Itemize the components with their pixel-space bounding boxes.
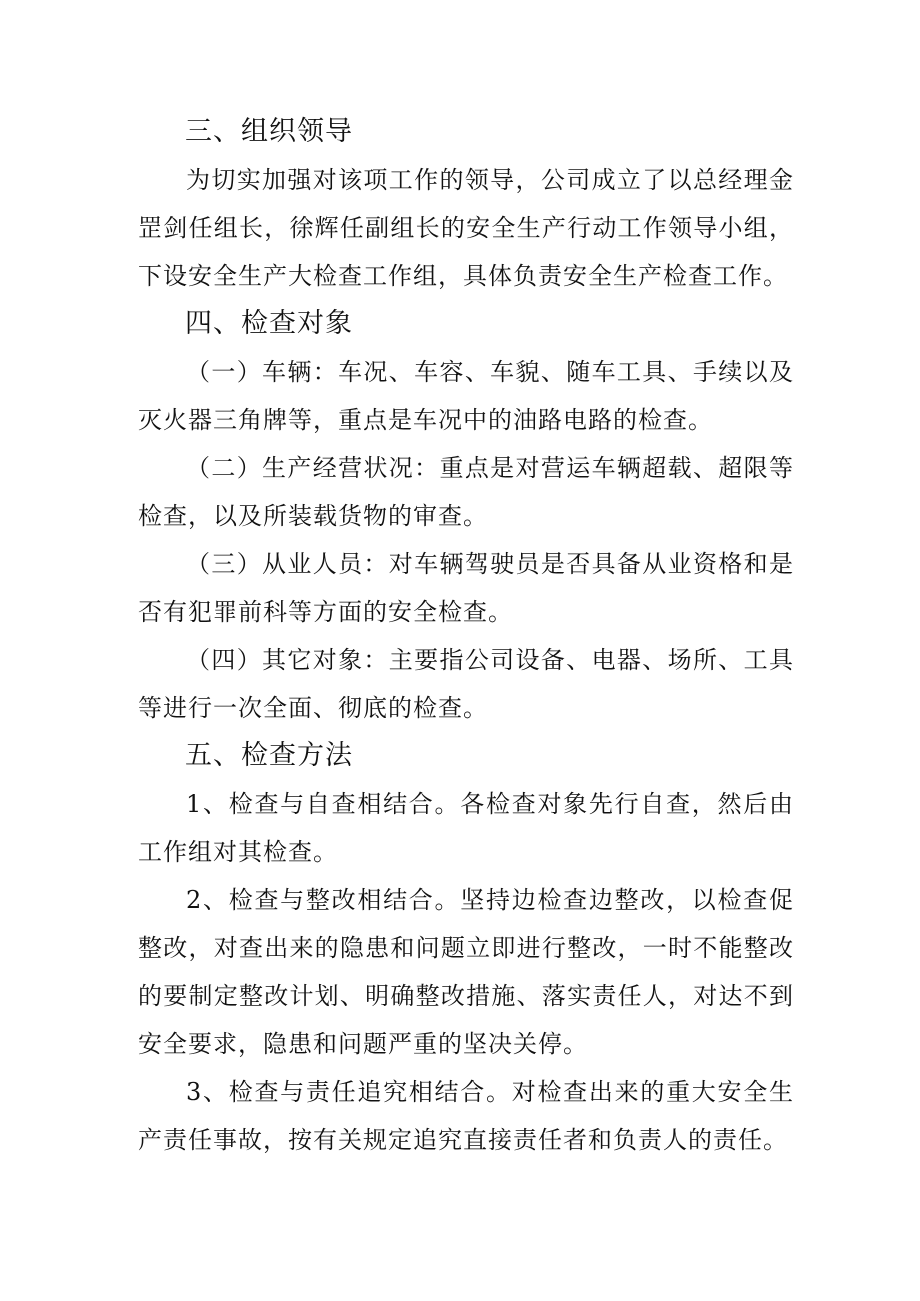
paragraph-target-personnel: （三）从业人员：对车辆驾驶员是否具备从业资格和是否有犯罪前科等方面的安全检查。 bbox=[138, 550, 794, 626]
paragraph-method-accountability: 3、检查与责任追究相结合。对检查出来的重大安全生产责任事故，按有关规定追究直接责任者和负责人的责任。 bbox=[138, 1078, 794, 1154]
section-heading-inspection-targets: 四、检查对象 bbox=[185, 308, 353, 339]
paragraph-target-operations: （二）生产经营状况：重点是对营运车辆超载、超限等检查，以及所装载货物的审查。 bbox=[138, 454, 794, 530]
section-heading-organization: 三、组织领导 bbox=[185, 116, 353, 147]
paragraph-target-other: （四）其它对象：主要指公司设备、电器、场所、工具等进行一次全面、彻底的检查。 bbox=[138, 646, 794, 722]
paragraph-target-vehicles: （一）车辆：车况、车容、车貌、随车工具、手续以及灭火器三角牌等，重点是车况中的油路电路的检查。 bbox=[138, 358, 794, 434]
document-content bbox=[138, 108, 794, 1164]
paragraph-method-rectification: 2、检查与整改相结合。坚持边检查边整改，以检查促整改，对查出来的隐患和问题立即进行整改，一时不能整改的要制定整改计划、明确整改措施、落实责任人，对达不到安全要求，隐患和问题严重的坚决关停。 bbox=[138, 886, 794, 1058]
section-heading-inspection-methods: 五、检查方法 bbox=[185, 740, 353, 771]
paragraph-method-self-check: 1、检查与自查相结合。各检查对象先行自查，然后由工作组对其检查。 bbox=[138, 790, 794, 866]
paragraph-organization: 为切实加强对该项工作的领导，公司成立了以总经理金罡剑任组长，徐辉任副组长的安全生产行动工作领导小组，下设安全生产大检查工作组，具体负责安全生产检查工作。 bbox=[138, 166, 794, 290]
